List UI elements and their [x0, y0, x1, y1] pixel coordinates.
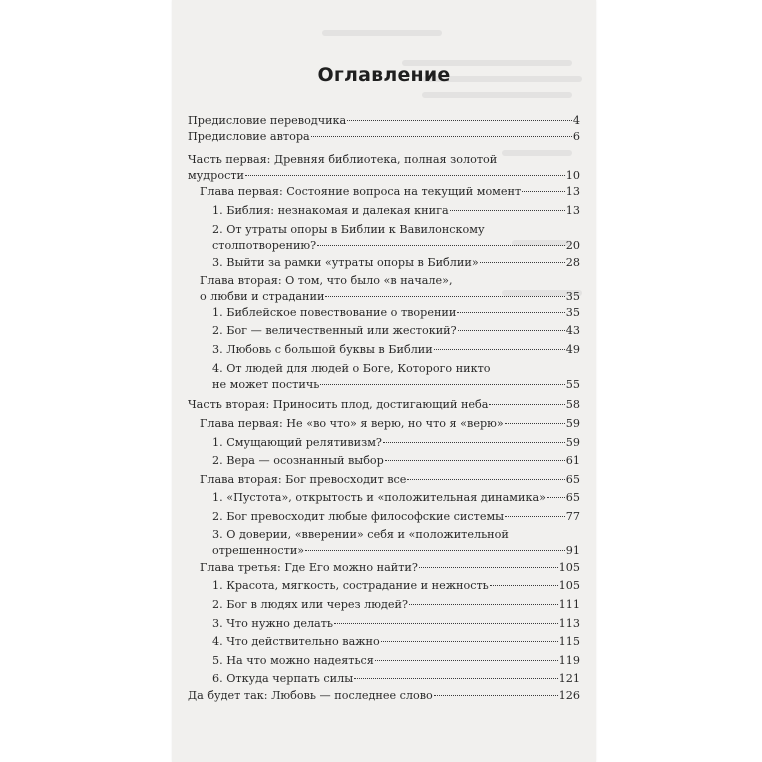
toc-page-number: 126 [558, 689, 580, 702]
toc-page-number: 6 [572, 130, 580, 143]
dot-leader [407, 479, 564, 480]
toc-entry-title: 5. На что можно надеяться [212, 654, 374, 667]
toc-entry [188, 616, 580, 632]
toc-page-number: 49 [565, 343, 580, 356]
dot-leader [375, 660, 558, 661]
toc-entry [188, 671, 580, 687]
toc-entry [188, 578, 580, 594]
dot-leader [245, 175, 565, 176]
toc-entry-title: 2. Бог — величественный или жестокий? [212, 324, 457, 337]
toc-entry-title: 4. От людей для людей о Боге, Которого никто [212, 362, 491, 375]
dot-leader [347, 120, 572, 121]
toc-entry-title: 3. Что нужно делать [212, 617, 334, 630]
toc-entry-title: 2. Бог превосходит любые философские системы [212, 510, 505, 523]
dot-leader [383, 442, 565, 443]
toc-entry-title: 3. Любовь с большой буквы в Библии [212, 343, 433, 356]
book-page [172, 0, 596, 762]
toc-page-number: 59 [565, 436, 580, 449]
toc-page-number: 91 [565, 544, 580, 557]
dot-leader [317, 245, 565, 246]
toc-entry-title: 6. Откуда черпать силы [212, 672, 354, 685]
toc-entry [188, 397, 580, 413]
dot-leader [419, 567, 558, 568]
toc-entry [188, 152, 580, 184]
toc-entry-title: 1. Библия: незнакомая и далекая книга [212, 204, 449, 217]
page-title: Оглавление [317, 64, 451, 86]
dot-leader [458, 330, 565, 331]
toc-page-number: 65 [565, 491, 580, 504]
toc-entry [188, 222, 580, 254]
dot-leader [505, 516, 565, 517]
toc-page-number: 13 [565, 185, 580, 198]
toc-page-number: 10 [565, 169, 580, 182]
toc-page-number: 4 [572, 114, 580, 127]
dot-leader [334, 623, 558, 624]
toc-entry [188, 527, 580, 559]
toc-entry-title: 4. Что действительно важно [212, 635, 380, 648]
dot-leader [457, 312, 564, 313]
toc-entry-title: Часть первая: Древняя библиотека, полная золотой [188, 153, 498, 166]
toc-entry [188, 305, 580, 321]
toc-entry-title: мудрости [188, 169, 244, 182]
toc-entry [188, 688, 580, 704]
dot-leader [522, 191, 565, 192]
toc-entry-title: отрешенности» [212, 544, 305, 557]
toc-entry-title: Глава первая: Состояние вопроса на текущий момент [200, 185, 522, 198]
toc-page-number: 105 [558, 579, 580, 592]
toc-entry-title: Предисловие автора [188, 130, 310, 143]
toc-entry-title: Да будет так: Любовь — последнее слово [188, 689, 433, 702]
toc-entry [188, 203, 580, 219]
toc-page-number: 61 [565, 454, 580, 467]
toc-entry [188, 435, 580, 451]
toc-page-number: 119 [558, 654, 580, 667]
toc-entry [188, 560, 580, 576]
toc-entry [188, 416, 580, 432]
toc-entry-title: 2. Вера — осознанный выбор [212, 454, 384, 467]
toc-entry-title: 1. Красота, мягкость, сострадание и нежность [212, 579, 489, 592]
toc-entry [188, 597, 580, 613]
toc-page-number: 20 [565, 239, 580, 252]
dot-leader [325, 296, 564, 297]
toc-entry [188, 453, 580, 469]
toc-page-number: 121 [558, 672, 580, 685]
toc-page-number: 105 [558, 561, 580, 574]
dot-leader [434, 695, 558, 696]
toc-entry-title: 3. О доверии, «вверении» себя и «положительной [212, 528, 509, 541]
toc-entry [188, 634, 580, 650]
dot-leader [547, 497, 565, 498]
toc-page-number: 113 [558, 617, 580, 630]
toc-page-number: 43 [565, 324, 580, 337]
toc-entry [188, 184, 580, 200]
toc-entry [188, 509, 580, 525]
toc-entry-title: Глава третья: Где Его можно найти? [200, 561, 418, 574]
toc-page-number: 77 [565, 510, 580, 523]
toc-entry [188, 490, 580, 506]
toc-page-number: 28 [565, 256, 580, 269]
toc-page-number: 58 [565, 398, 580, 411]
dot-leader [490, 585, 558, 586]
toc-entry-title: Часть вторая: Приносить плод, достигающий неба [188, 398, 489, 411]
toc-entry [188, 653, 580, 669]
toc-entry-title: 3. Выйти за рамки «утраты опоры в Библии» [212, 256, 479, 269]
toc-page-number: 55 [565, 378, 580, 391]
toc-page-number: 111 [558, 598, 580, 611]
toc-page-number: 115 [558, 635, 580, 648]
dot-leader [489, 404, 564, 405]
dot-leader [305, 550, 565, 551]
toc-entry [188, 323, 580, 339]
dot-leader [320, 384, 564, 385]
toc-entry-title: Предисловие переводчика [188, 114, 347, 127]
toc-entry-title: столпотворению? [212, 239, 317, 252]
toc-entry-title: 1. «Пустота», открытость и «положительная динамика» [212, 491, 546, 504]
toc-entry [188, 472, 580, 488]
toc-entry [188, 342, 580, 358]
toc-page-number: 35 [565, 290, 580, 303]
dot-leader [381, 641, 558, 642]
toc-entry-title: о любви и страдании [200, 290, 325, 303]
toc-entry-title: Глава первая: Не «во что» я верю, но что я «верю» [200, 417, 504, 430]
toc-entry-title: Глава вторая: О том, что было «в начале», [200, 274, 453, 287]
dot-leader [409, 604, 558, 605]
toc-page-number: 59 [565, 417, 580, 430]
toc-entry-title: 2. От утраты опоры в Библии к Вавилонскому [212, 223, 485, 236]
toc-entry-title: 1. Смущающий релятивизм? [212, 436, 382, 449]
toc-page-number: 65 [565, 473, 580, 486]
dot-leader [311, 136, 572, 137]
toc-page-number: 35 [565, 306, 580, 319]
toc-entry-title: 2. Бог в людях или через людей? [212, 598, 408, 611]
dot-leader [434, 349, 565, 350]
toc-entry-title: 1. Библейское повествование о творении [212, 306, 457, 319]
toc-entry-title: не может постичь [212, 378, 320, 391]
toc-page-number: 13 [565, 204, 580, 217]
toc-entry [188, 361, 580, 393]
toc-entry [188, 129, 580, 145]
toc-entry-title: Глава вторая: Бог превосходит все [200, 473, 407, 486]
dot-leader [450, 210, 565, 211]
toc-entry [188, 113, 580, 129]
dot-leader [480, 262, 565, 263]
dot-leader [505, 423, 565, 424]
toc-entry [188, 255, 580, 271]
dot-leader [385, 460, 565, 461]
dot-leader [354, 678, 557, 679]
toc-entry [188, 273, 580, 305]
